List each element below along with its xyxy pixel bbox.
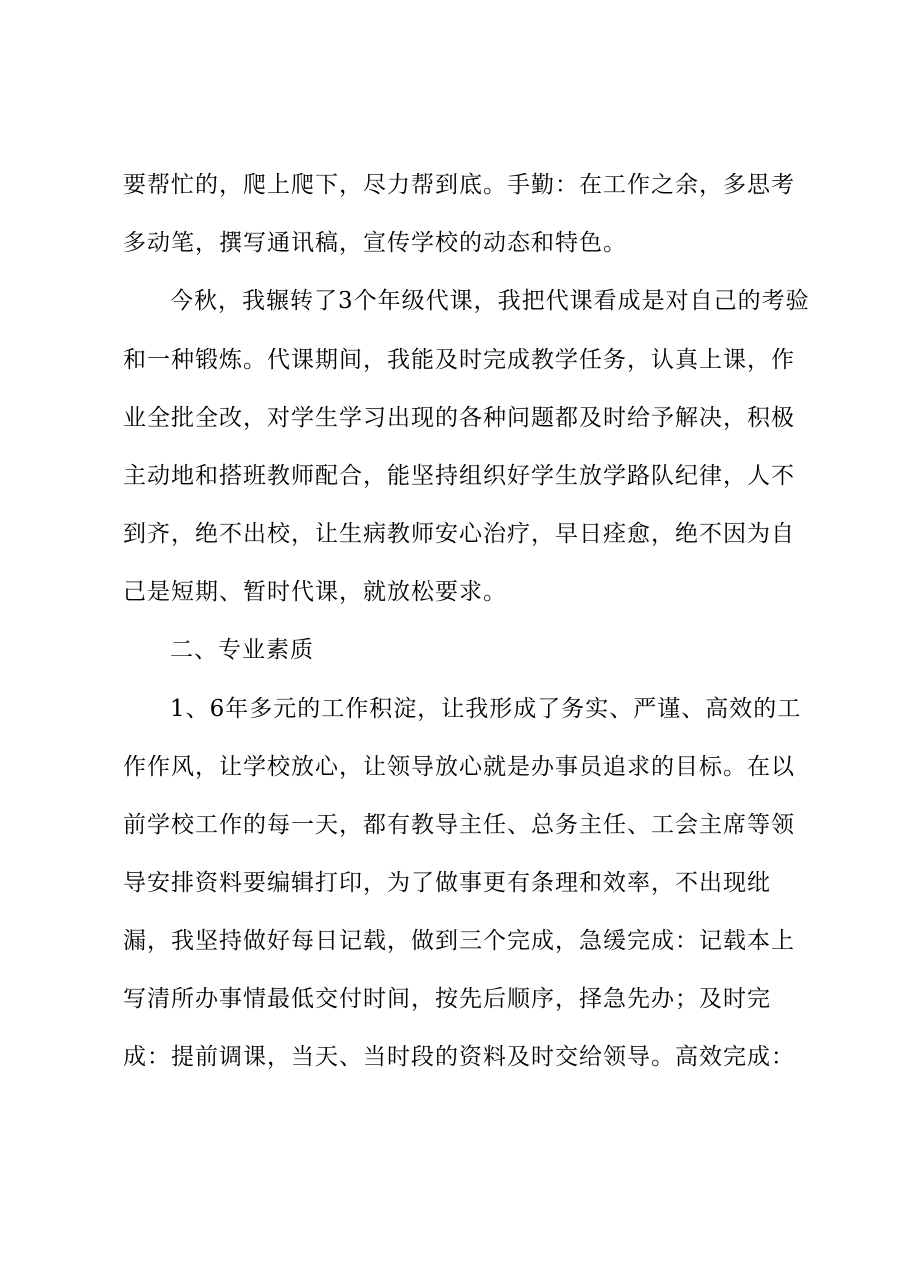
- section-heading: 二、专业素质: [170, 637, 314, 663]
- text-line: 主动地和搭班教师配合，能坚持组织好学生放学路队纪律，人不: [123, 463, 795, 489]
- text-line: 多动笔，撰写通讯稿，宣传学校的动态和特色。: [123, 230, 627, 256]
- text-line: 成：提前调课，当天、当时段的资料及时交给领导。高效完成：: [123, 1044, 795, 1070]
- text-line: 和一种锻炼。代课期间，我能及时完成教学任务，认真上课，作: [123, 347, 795, 373]
- text-line: 写清所办事情最低交付时间，按先后顺序，择急先办；及时完: [123, 986, 771, 1012]
- text-line: 到齐，绝不出校，让生病教师安心治疗，早日痊愈，绝不因为自: [123, 521, 795, 547]
- text-line: 业全批全改，对学生学习出现的各种问题都及时给予解决，积极: [123, 405, 795, 431]
- text-line: 己是短期、暂时代课，就放松要求。: [123, 579, 507, 605]
- text-line: 要帮忙的，爬上爬下，尽力帮到底。手勤：在工作之余，多思考: [123, 172, 795, 198]
- text-line: 漏，我坚持做好每日记载，做到三个完成，急缓完成：记载本上: [123, 928, 795, 954]
- text-line: 作作风，让学校放心，让领导放心就是办事员追求的目标。在以: [123, 754, 795, 780]
- text-line: 导安排资料要编辑打印，为了做事更有条理和效率，不出现纰: [123, 870, 771, 896]
- text-line: 前学校工作的每一天，都有教导主任、总务主任、工会主席等领: [123, 812, 795, 838]
- text-line: 今秋，我辗转了3个年级代课，我把代课看成是对自己的考验: [170, 288, 810, 314]
- text-line: 1、6年多元的工作积淀，让我形成了务实、严谨、高效的工: [170, 696, 802, 722]
